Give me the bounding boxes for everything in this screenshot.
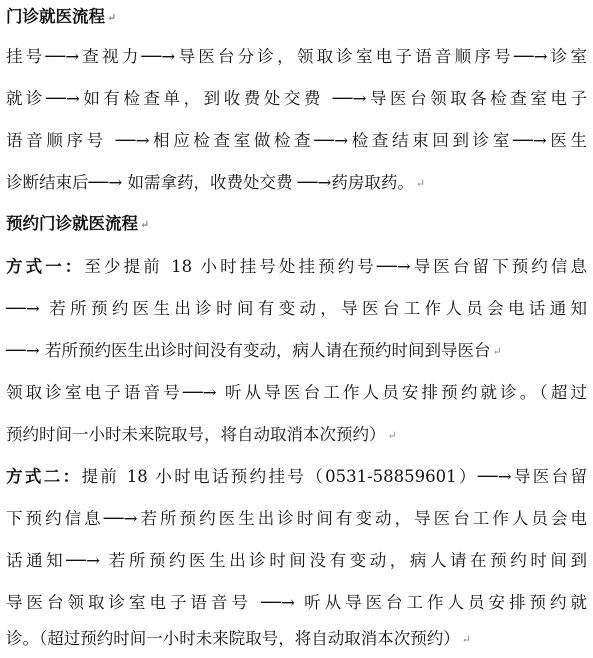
method1-line-2: ──→ 若所预约医生出诊时间有变动，导医台工作人员会电话通知 bbox=[6, 299, 587, 318]
appointment-heading: 预约门诊就医流程 ↵ bbox=[6, 214, 150, 233]
method2-line-2: 下预约信息──→若所预约医生出诊时间有变动，导医台工作人员会电 bbox=[6, 509, 587, 528]
method2-line-3: 话通知──→ 若所预约医生出诊时间没有变动，病人请在预约时间到 bbox=[6, 551, 587, 570]
method2-line-1: 方式二：提前 18 小时电话预约挂号（0531-58859601）──→导医台留 bbox=[6, 467, 587, 486]
method1-line-4: 领取诊室电子语音号──→ 听从导医台工作人员安排预约就诊。（超过 bbox=[6, 383, 587, 402]
method1-line-1: 方式一：至少提前 18 小时挂号处挂预约号──→导医台留下预约信息 bbox=[6, 257, 587, 276]
method1-label: 方式一： bbox=[6, 257, 85, 276]
method2-line-4: 导医台领取诊室电子语音号 ──→ 听从导医台工作人员安排预约就 bbox=[6, 593, 587, 612]
method2-label: 方式二： bbox=[6, 467, 82, 486]
outpatient-line-2: 就诊──→如有检查单，到收费处交费 ──→导医台领取各检查室电子 bbox=[6, 89, 587, 108]
method2-line-5: 诊。（超过预约时间一小时未来院取号，将自动取消本次预约） ↵ bbox=[6, 629, 471, 648]
outpatient-line-4: 诊断结束后──→ 如需拿药，收费处交费 ──→药房取药。 ↵ bbox=[6, 173, 426, 192]
outpatient-line-3: 语音顺序号 ──→相应检查室做检查──→检查结束回到诊室──→医生 bbox=[6, 131, 587, 150]
method1-line-5: 预约时间一小时未来院取号，将自动取消本次预约） ↵ bbox=[6, 425, 397, 444]
outpatient-heading: 门诊就医流程 ↵ bbox=[6, 7, 117, 26]
outpatient-line-1: 挂号──→查视力──→导医台分诊，领取诊室电子语音顺序号──→诊室 bbox=[6, 47, 587, 66]
method1-line-3: ──→ 若所预约医生出诊时间没有变动，病人请在预约时间到导医台 ↵ bbox=[6, 341, 502, 360]
